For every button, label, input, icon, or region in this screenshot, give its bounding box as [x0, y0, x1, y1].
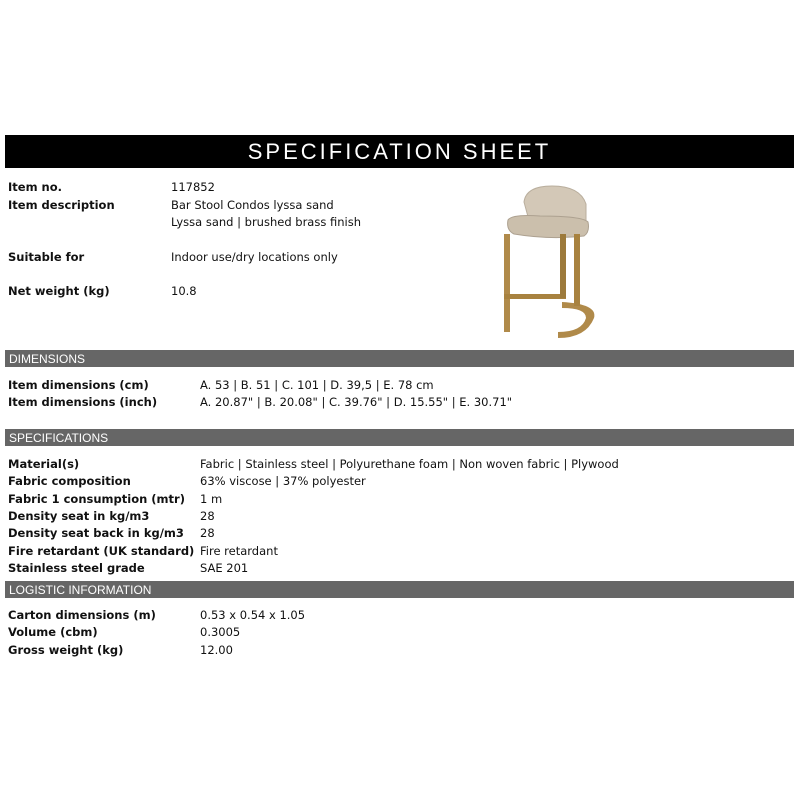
logistic-header: LOGISTIC INFORMATION [5, 581, 794, 598]
item-description-label: Item description [8, 198, 115, 212]
specifications-row-value: 63% viscose | 37% polyester [200, 474, 366, 489]
dimensions-inch-value: A. 20.87" | B. 20.08" | C. 39.76" | D. 15.55" | E. 30.71" [200, 395, 513, 409]
item-description-line2: Lyssa sand | brushed brass finish [171, 215, 362, 229]
specifications-row-value: SAE 201 [200, 560, 249, 575]
logistic-row-label: Gross weight (kg) [8, 642, 124, 657]
dimensions-header: DIMENSIONS [5, 350, 794, 367]
specifications-row-label: Fabric composition [8, 474, 131, 489]
specifications-row-label: Density seat in kg/m3 [8, 508, 150, 523]
specifications-row-label: Stainless steel grade [8, 560, 145, 575]
dimensions-inch-label: Item dimensions (inch) [8, 395, 158, 409]
net-weight-value: 10.8 [171, 284, 197, 298]
logistic-row-value: 0.53 x 0.54 x 1.05 [200, 608, 306, 622]
specifications-row-value: 1 m [200, 491, 223, 506]
net-weight-label: Net weight (kg) [8, 284, 110, 298]
specifications-row-label: Material(s) [8, 457, 80, 471]
specifications-row-label: Fire retardant (UK standard) [8, 543, 195, 558]
logistic-row-label: Carton dimensions (m) [8, 608, 156, 622]
specifications-row-label: Density seat back in kg/m3 [8, 526, 184, 541]
specifications-row-label: Fabric 1 consumption (mtr) [8, 491, 185, 506]
specifications-row-value: 28 [200, 526, 215, 541]
logistic-row-value: 0.3005 [200, 625, 241, 640]
specifications-row-value: Fire retardant [200, 543, 278, 558]
specifications-row-value: Fabric | Stainless steel | Polyurethane foam | Non woven fabric | Plywood [200, 457, 619, 471]
specifications-row-value: 28 [200, 508, 215, 523]
logistic-row-label: Volume (cbm) [8, 625, 98, 640]
item-no-value: 117852 [171, 180, 215, 194]
specifications-header: SPECIFICATIONS [5, 429, 794, 446]
logistic-row-value: 12.00 [200, 642, 233, 657]
product-image [490, 182, 600, 342]
item-no-label: Item no. [8, 180, 63, 194]
dimensions-cm-label: Item dimensions (cm) [8, 378, 149, 392]
suitable-for-value: Indoor use/dry locations only [171, 250, 338, 264]
item-description-line1: Bar Stool Condos lyssa sand [171, 198, 334, 212]
dimensions-cm-value: A. 53 | B. 51 | C. 101 | D. 39,5 | E. 78 cm [200, 378, 434, 392]
page-title: SPECIFICATION SHEET [5, 135, 794, 168]
suitable-for-label: Suitable for [8, 250, 85, 264]
